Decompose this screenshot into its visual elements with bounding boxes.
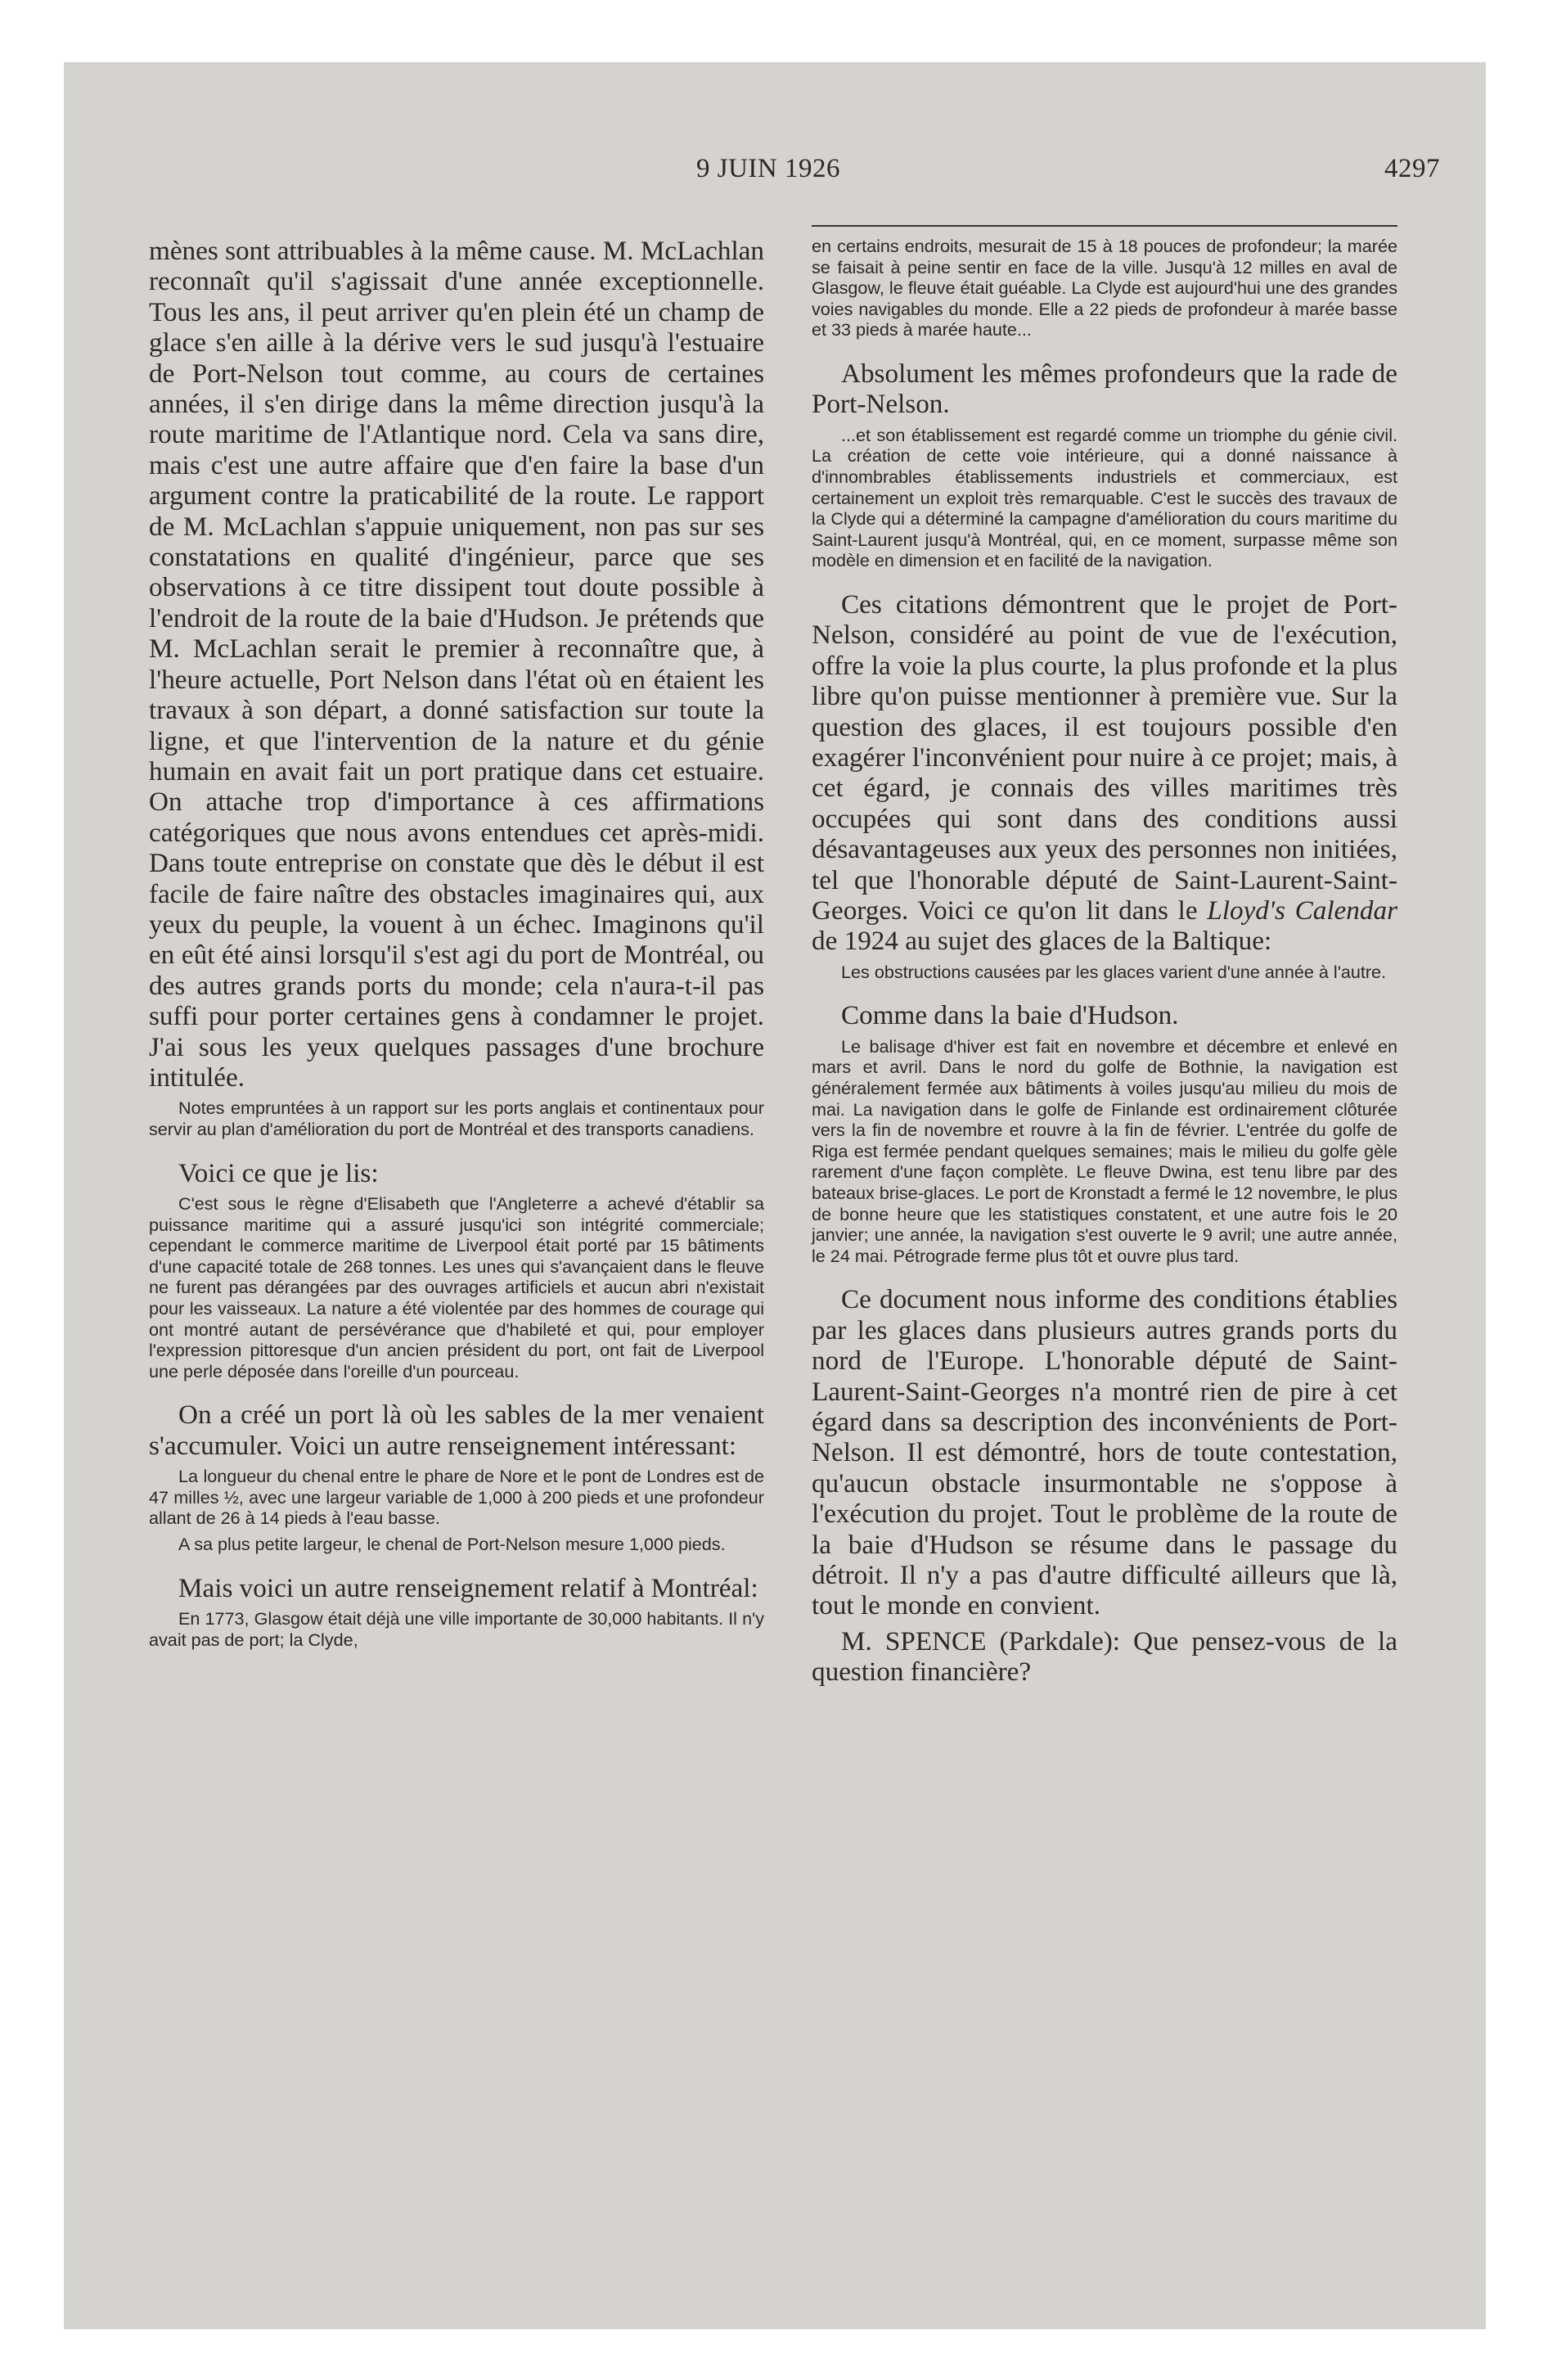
- page-header: [97, 154, 1440, 187]
- body-paragraph: [812, 589, 1397, 957]
- quotation: C'est sous le règne d'Elisabeth que l'Angleterre a achevé d'établir sa puissance maritime qui a assuré jusqu'ici son intégrité commerciale; cependant le commerce maritime de Liverpool était porté par 15 bâtiments d'une capacité totale de 268 tonnes. Les unes qui s'avançaient dans le fleuve ne furent pas dérangées par des ouvrages artificiels et aucun abri n'existait pour les vaisseaux. La nature a été violentée par des hommes de courage qui ont montré autant de persévérance que d'habileté et qui, pour employer l'expression pittoresque d'un ancien président du port, ont fait de Liverpool une perle déposée dans l'oreille d'un pourceau.: [149, 1192, 764, 1382]
- body-paragraph: mènes sont attribuables à la même cause. M. McLachlan reconnaît qu'il s'agissait d'une année exceptionnelle. Tous les ans, il peut arriver qu'en plein été un champ de glace s'en aille à la dérive vers le sud jusqu'à l'estuaire de Port-Nelson tout comme, au cours de certaines années, il s'en dirige dans la même direction jusqu'à la route maritime de l'Atlantique nord. Cela va sans dire, mais c'est une autre affaire que d'en faire la base d'un argument contre la praticabilité de la route. Le rapport de M. McLachlan s'appuie uniquement, non pas sur ses constatations en qualité d'ingénieur, parce que ses observations à ce titre dissipent tout doute possible à l'endroit de la route de la baie d'Hudson. Je prétends que M. McLachlan serait le premier à reconnaître que, à l'heure actuelle, Port Nelson dans l'état où en étaient les travaux à son départ, a donné satisfaction sur toute la ligne, et que l'intervention de la nature et du génie humain en avait fait un port pratique dans cet estuaire. On attache trop d'importance à ces affirmations catégoriques que nous avons entendues cet après-midi. Dans toute entreprise on constate que dès le début il est facile de faire naître des obstacles imaginaires qui, aux yeux du peuple, la vouent à un échec. Imaginons qu'il en eût été ainsi lorsqu'il s'est agi du port de Montréal, ou des autres grands ports du monde; cela n'aura-t-il pas suffi pour porter certaines gens à condamner le projet. J'ai sous les yeux quelques passages d'une brochure intitulée.: [149, 236, 764, 1093]
- quotation: Le balisage d'hiver est fait en novembre et décembre et enlevé en mars et avril. Dans le nord du golfe de Bothnie, la navigation est généralement fermée aux bâtiments à voiles jusqu'au milieu du mois de mai. La navigation dans le golfe de Finlande est ordinairement clôturée vers la fin de novembre et rouvre à la fin de février. L'entrée du golfe de Riga est fermée pendant quelques semaines; mais le milieu du golfe gèle rarement d'une façon complète. Le fleuve Dwina, est tenu libre par des bateaux brise-glaces. Le port de Kronstadt a fermé le 12 novembre, le plus de bonne heure que les statistiques constatent, et une autre fois le 20 janvier; une année, la navigation s'est ouverte le 9 avril; une autre année, le 24 mai. Pétrograde ferme plus tôt et ouvre plus tard.: [812, 1035, 1397, 1266]
- page-number: 4297: [1384, 154, 1440, 183]
- quotation: A sa plus petite largeur, le chenal de Port-Nelson mesure 1,000 pieds.: [178, 1533, 726, 1554]
- quotation: Notes empruntées à un rapport sur les ports anglais et continentaux pour servir au plan d'amélioration du port de Montréal et des transports canadiens.: [149, 1098, 764, 1139]
- quotation: En 1773, Glasgow était déjà une ville importante de 30,000 habitants. Il n'y avait pas de port; la Clyde,: [149, 1607, 764, 1650]
- body-paragraph: Ce document nous informe des conditions établies par les glaces dans plusieurs autres grands ports du nord de l'Europe. L'honorable député de Saint-Laurent-Saint-Georges n'a montré rien de pire à cet égard dans sa description des inconvénients de Port-Nelson. Il est démontré, hors de toute contestation, qu'aucun obstacle insurmontable ne s'oppose à l'exécution du projet. Tout le problème de la route de la baie d'Hudson se résume dans le passage du détroit. Il n'y a pas d'autre difficulté ailleurs que là, tout le monde en convient.: [812, 1284, 1397, 1621]
- body-paragraph: Voici ce que je lis:: [178, 1157, 379, 1188]
- body-paragraph: Absolument les mêmes profondeurs que la rade de Port-Nelson.: [812, 358, 1397, 420]
- speaker-paragraph: M. SPENCE (Parkdale): Que pensez-vous de la question financière?: [812, 1625, 1397, 1688]
- paragraph-text: Ces citations démontrent que le projet de Port-Nelson, considéré au point de vue de l'exécution, offre la voie la plus courte, la plus profonde et la plus libre qu'on puisse mentionner à première vue. Sur la question des glaces, il est toujours possible d'en exagérer l'inconvénient pour nuire à ce projet; mais, à cet égard, je connais des villes maritimes très occupées qui sont dans des conditions aussi désavantageuses aux yeux des personnes non initiées, tel que l'honorable député de Saint-Laurent-Saint-Georges. Voici ce qu'on lit dans le: [812, 588, 1397, 926]
- left-column: [149, 236, 764, 1655]
- body-paragraph: Mais voici un autre renseignement relatif à Montréal:: [178, 1572, 758, 1603]
- body-paragraph: On a créé un port là où les sables de la mer venaient s'accumuler. Voici un autre renseignement intéressant:: [149, 1400, 764, 1461]
- paragraph-text: de 1924 au sujet des glaces de la Baltique:: [812, 926, 1272, 957]
- right-column: [812, 236, 1397, 1693]
- quotation: ...et son établissement est regardé comme un triomphe du génie civil. La création de cette voie intérieure, qui a donné naissance à d'innombrables établissements industriels et commerciaux, est certainement un exploit très remarquable. C'est le succès des travaux de la Clyde qui a déterminé la campagne d'amélioration du cours maritime du Saint-Laurent jusqu'à Montréal, qui, en ce moment, surpasse même son modèle en dimension et en facilité de la navigation.: [812, 424, 1397, 571]
- quotation: La longueur du chenal entre le phare de Nore et le pont de Londres est de 47 milles ½, avec une largeur variable de 1,000 à 200 pieds et une profondeur allant de 26 à 14 pieds à l'eau basse.: [149, 1466, 764, 1529]
- quotation: Les obstructions causées par les glaces varient d'une année à l'autre.: [841, 961, 1387, 982]
- body-paragraph: Comme dans la baie d'Hudson.: [841, 1000, 1179, 1031]
- right-column-rule: [812, 225, 1397, 227]
- publication-title: Lloyd's Calendar: [1207, 895, 1397, 926]
- quotation: en certains endroits, mesurait de 15 à 18 pouces de profondeur; la marée se faisait à peine sentir en face de la ville. Jusqu'à 12 milles en aval de Glasgow, le fleuve était guéable. La Clyde est aujourd'hui une des grandes voies navigables du monde. Elle a 22 pieds de profondeur à marée basse et 33 pieds à marée haute...: [812, 236, 1397, 340]
- page-date: 9 JUIN 1926: [696, 154, 840, 183]
